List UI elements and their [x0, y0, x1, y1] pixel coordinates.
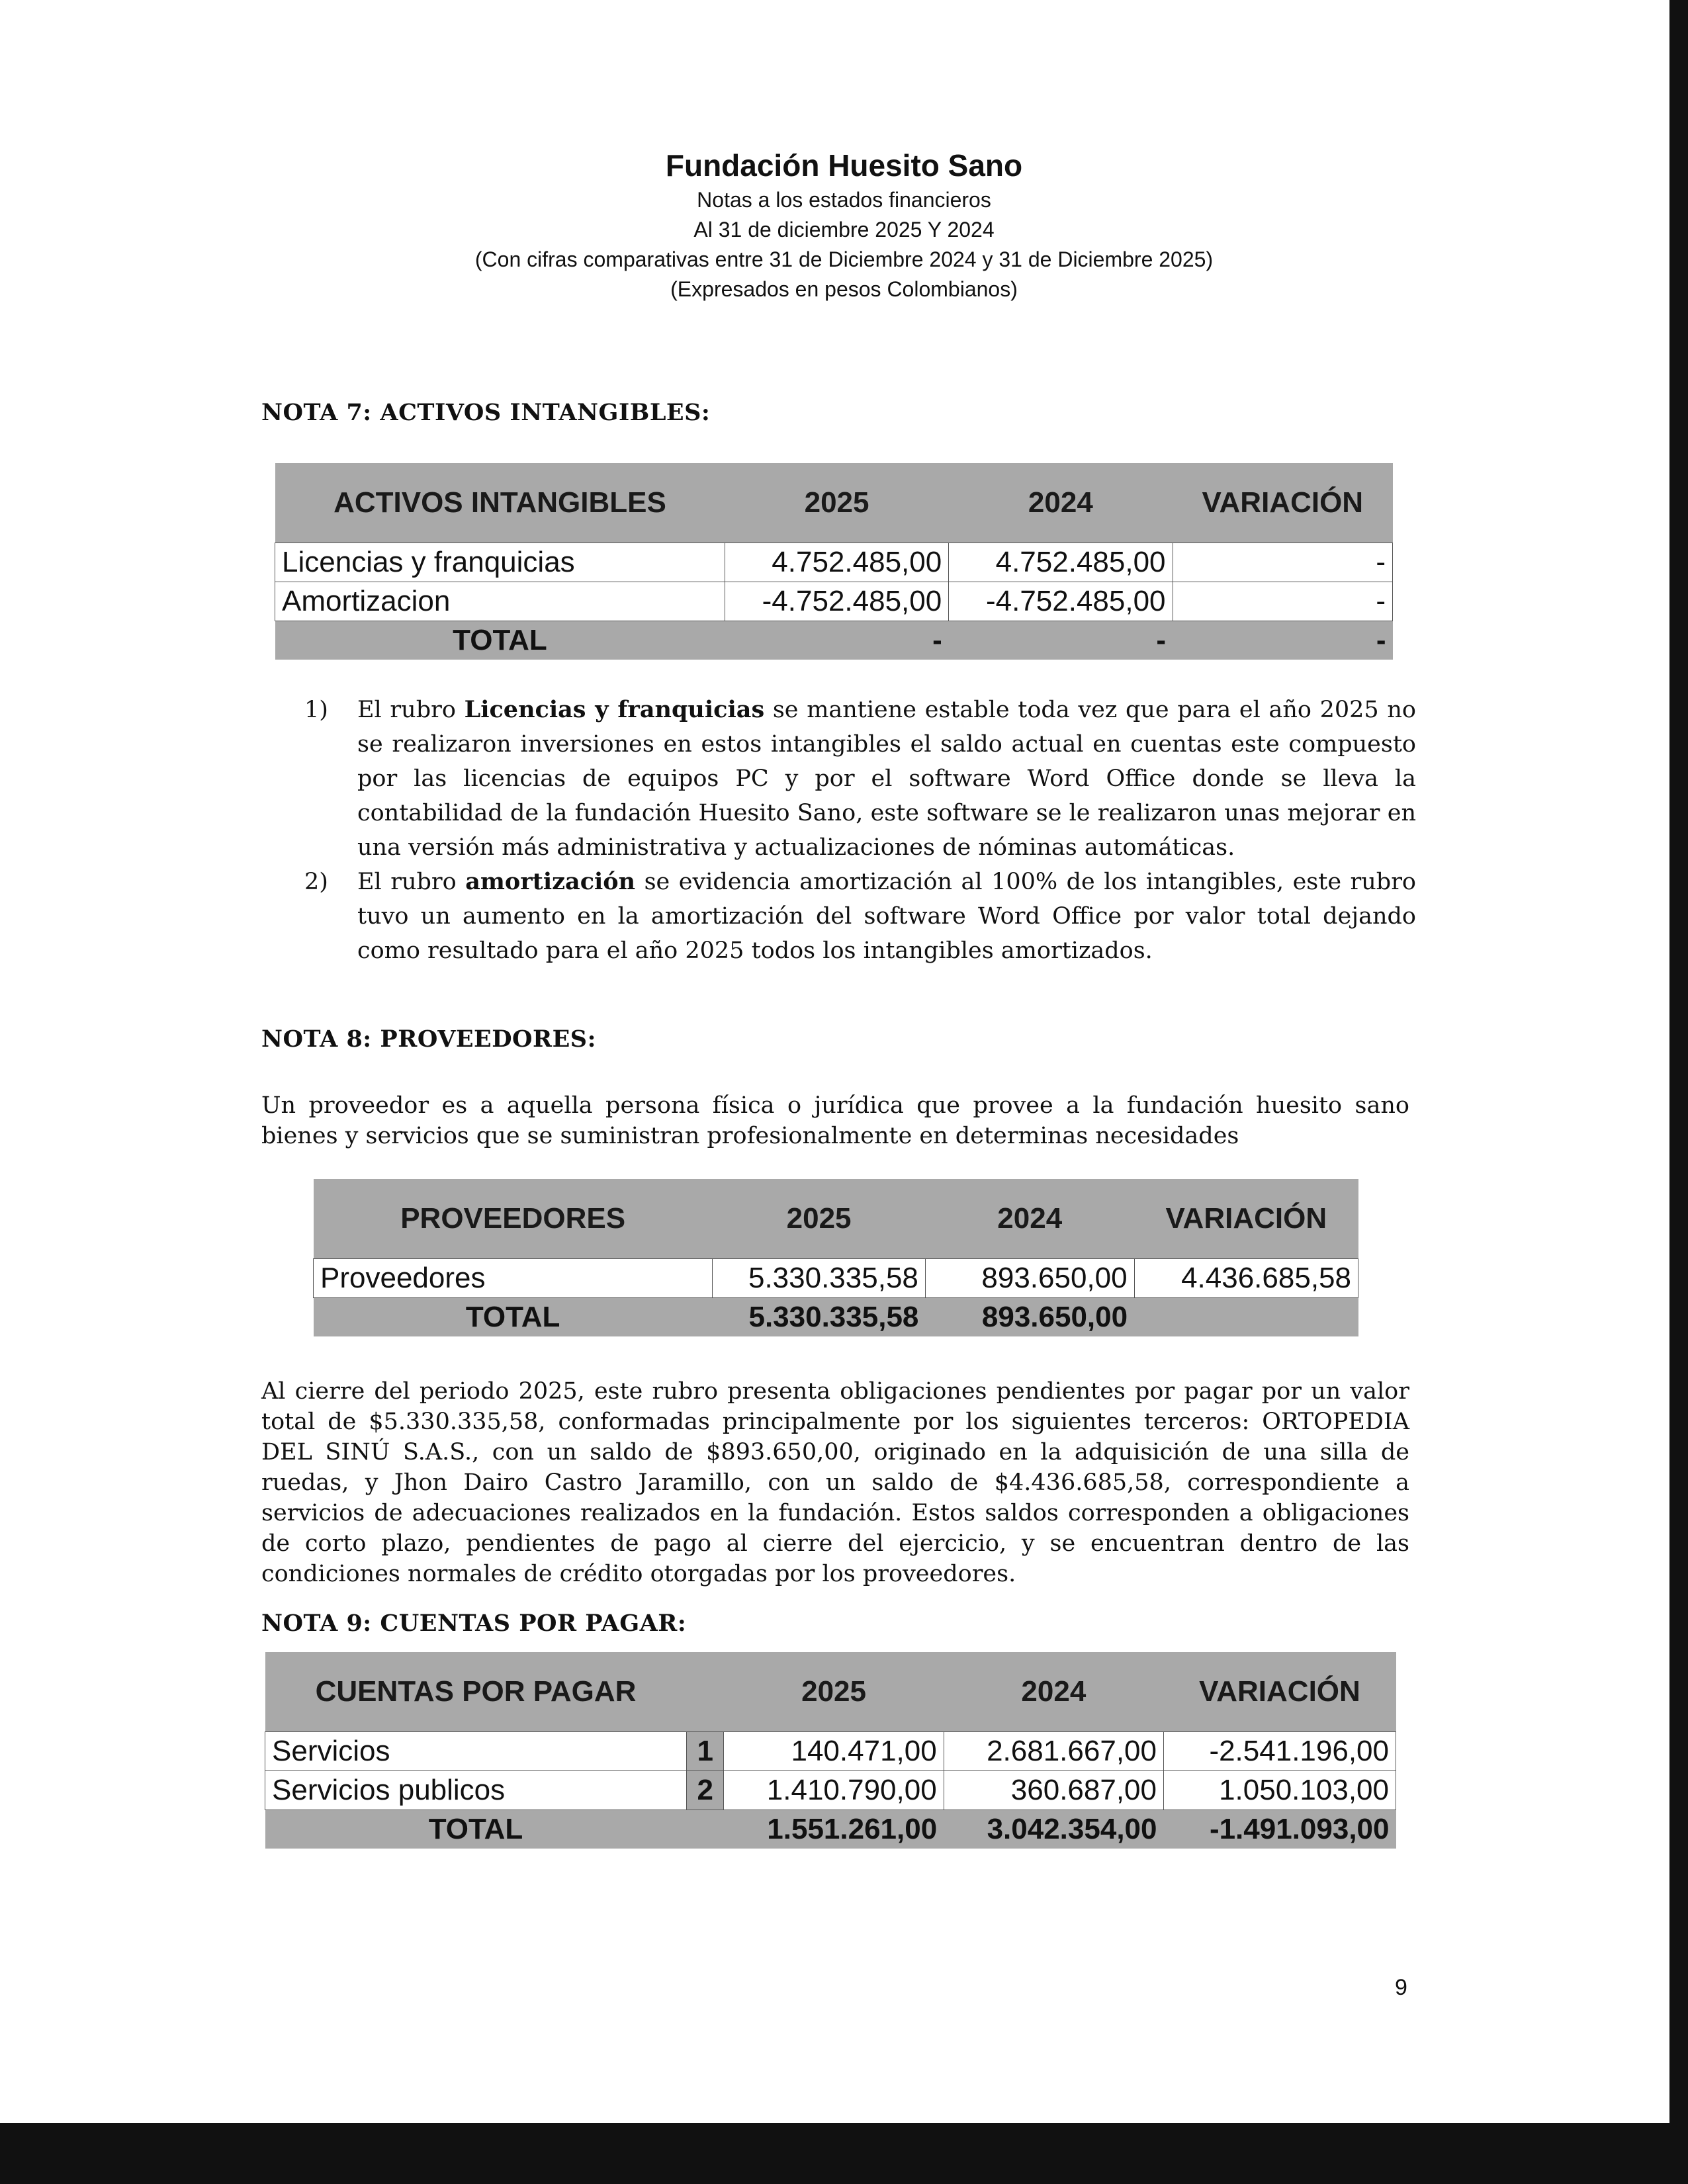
- nota8-heading: NOTA 8: PROVEEDORES:: [261, 1026, 596, 1053]
- row-ref: 2: [686, 1771, 723, 1810]
- value-variation: -: [1173, 582, 1392, 621]
- value-2024: 893.650,00: [925, 1259, 1134, 1298]
- nota7-heading: NOTA 7: ACTIVOS INTANGIBLES:: [261, 399, 711, 426]
- nota9-heading: NOTA 9: CUENTAS POR PAGAR:: [261, 1610, 687, 1637]
- value-variation: -: [1173, 543, 1392, 582]
- header-cell: 2024: [925, 1179, 1134, 1259]
- cuentas-por-pagar-table: [265, 1652, 1396, 1849]
- header-cell: PROVEEDORES: [314, 1179, 713, 1259]
- table-header-row: [314, 1179, 1358, 1259]
- row-label: Servicios: [265, 1732, 687, 1771]
- proveedores-table: [313, 1179, 1358, 1336]
- nota8-intro: Un proveedor es a aquella persona física o jurídica que provee a la fundación huesito sano bienes y servicios que se suministran profesionalmente en determinas necesidades: [261, 1092, 1409, 1149]
- page-number: 9: [1395, 1975, 1407, 2000]
- value-2024: -4.752.485,00: [949, 582, 1173, 621]
- header-cell: ACTIVOS INTANGIBLES: [275, 463, 725, 543]
- total-label: TOTAL: [275, 621, 725, 660]
- row-label: Licencias y franquicias: [275, 543, 725, 582]
- item-text-post: se mantiene estable toda vez que para el año 2025 no se realizaron inversiones en estos intangibles el saldo actual en cuentas este compuesto por las licencias de equipos PC y por el software Word Office donde se lleva la contabilidad de la fundación Huesito Sano, este software se le realizaron unas mejorar en una versión más administrativa y actualizaciones de nóminas automáticas.: [357, 697, 1416, 861]
- table-row: [265, 1771, 1396, 1810]
- value-2025: 1.410.790,00: [724, 1771, 944, 1810]
- total-variation: -: [1173, 621, 1392, 660]
- value-2024: 360.687,00: [944, 1771, 1163, 1810]
- header-cell: 2025: [713, 1179, 926, 1259]
- row-label: Amortizacion: [275, 582, 725, 621]
- table-header-row: [265, 1652, 1396, 1732]
- total-variation: -1.491.093,00: [1164, 1810, 1396, 1849]
- table-row: [314, 1259, 1358, 1298]
- value-2025: 4.752.485,00: [725, 543, 948, 582]
- total-2025: -: [725, 621, 948, 660]
- table-total-row: [265, 1810, 1396, 1849]
- header-cell: CUENTAS POR PAGAR: [265, 1652, 687, 1732]
- header-cell: VARIACIÓN: [1164, 1652, 1396, 1732]
- list-item: [304, 693, 1416, 865]
- value-variation: 1.050.103,00: [1164, 1771, 1396, 1810]
- nota7-explanations: [304, 693, 1416, 968]
- scan-bottom-band: [0, 2123, 1688, 2184]
- item-number: 1): [304, 697, 328, 723]
- list-item: [304, 865, 1416, 968]
- table-row: [275, 543, 1393, 582]
- total-label: TOTAL: [314, 1298, 713, 1337]
- scan-page-edge: [1669, 0, 1688, 2184]
- item-text-pre: El rubro: [357, 697, 465, 723]
- nota8-paragraph: Al cierre del periodo 2025, este rubro presenta obligaciones pendientes por pagar por un valor total de $5.330.335,58, conformadas principalmente por los siguientes terceros: ORTOPEDIA DEL SINÚ S.A.S., con un saldo de $893.650,00, originado en la adquisición de una silla de ruedas, y Jhon Dairo Castro Jaramillo, con un saldo de $4.436.685,58, correspondiente a servicios de adecuaciones realizados en la fundación. Estos saldos corresponden a obligaciones de corto plazo, pendientes de pago al cierre del ejercicio, y se encuentran dentro de las condiciones normales de crédito otorgadas por los proveedores.: [261, 1378, 1409, 1587]
- value-2024: 4.752.485,00: [949, 543, 1173, 582]
- value-2025: 5.330.335,58: [713, 1259, 926, 1298]
- item-text-bold: Licencias y franquicias: [464, 696, 765, 723]
- value-2025: -4.752.485,00: [725, 582, 948, 621]
- total-2025: 5.330.335,58: [713, 1298, 926, 1337]
- total-2025: 1.551.261,00: [724, 1810, 944, 1849]
- total-ref-empty: [686, 1810, 723, 1849]
- subtitle-notes: Notas a los estados financieros: [697, 188, 991, 212]
- table-total-row: [314, 1298, 1358, 1337]
- item-number: 2): [304, 869, 328, 895]
- subtitle-currency: (Expresados en pesos Colombianos): [670, 277, 1018, 301]
- table-row: [275, 582, 1393, 621]
- document-header: [0, 146, 1688, 304]
- header-cell: 2025: [724, 1652, 944, 1732]
- row-label: Proveedores: [314, 1259, 713, 1298]
- header-cell: 2024: [949, 463, 1173, 543]
- table-total-row: [275, 621, 1393, 660]
- value-variation: 4.436.685,58: [1134, 1259, 1358, 1298]
- total-2024: 3.042.354,00: [944, 1810, 1163, 1849]
- table-header-row: [275, 463, 1393, 543]
- total-2024: 893.650,00: [925, 1298, 1134, 1337]
- header-cell: [686, 1652, 723, 1732]
- intangibles-table: [275, 463, 1393, 660]
- item-text-post: se evidencia amortización al 100% de los intangibles, este rubro tuvo un aumento en la amortización del software Word Office por valor total dejando como resultado para el año 2025 todos los intangibles amortizados.: [357, 869, 1416, 964]
- item-text-bold: amortización: [465, 868, 636, 895]
- value-2025: 140.471,00: [724, 1732, 944, 1771]
- value-variation: -2.541.196,00: [1164, 1732, 1396, 1771]
- header-cell: 2025: [725, 463, 948, 543]
- header-cell: 2024: [944, 1652, 1163, 1732]
- total-2024: -: [949, 621, 1173, 660]
- row-label: Servicios publicos: [265, 1771, 687, 1810]
- header-cell: VARIACIÓN: [1173, 463, 1392, 543]
- total-variation: [1134, 1298, 1358, 1337]
- subtitle-comparative: (Con cifras comparativas entre 31 de Diciembre 2024 y 31 de Diciembre 2025): [474, 247, 1214, 271]
- table-row: [265, 1732, 1396, 1771]
- header-cell: VARIACIÓN: [1134, 1179, 1358, 1259]
- value-2024: 2.681.667,00: [944, 1732, 1163, 1771]
- document-title: Fundación Huesito Sano: [665, 148, 1023, 183]
- total-label: TOTAL: [265, 1810, 687, 1849]
- subtitle-date: Al 31 de diciembre 2025 Y 2024: [693, 218, 995, 241]
- row-ref: 1: [686, 1732, 723, 1771]
- item-text-pre: El rubro: [357, 869, 466, 895]
